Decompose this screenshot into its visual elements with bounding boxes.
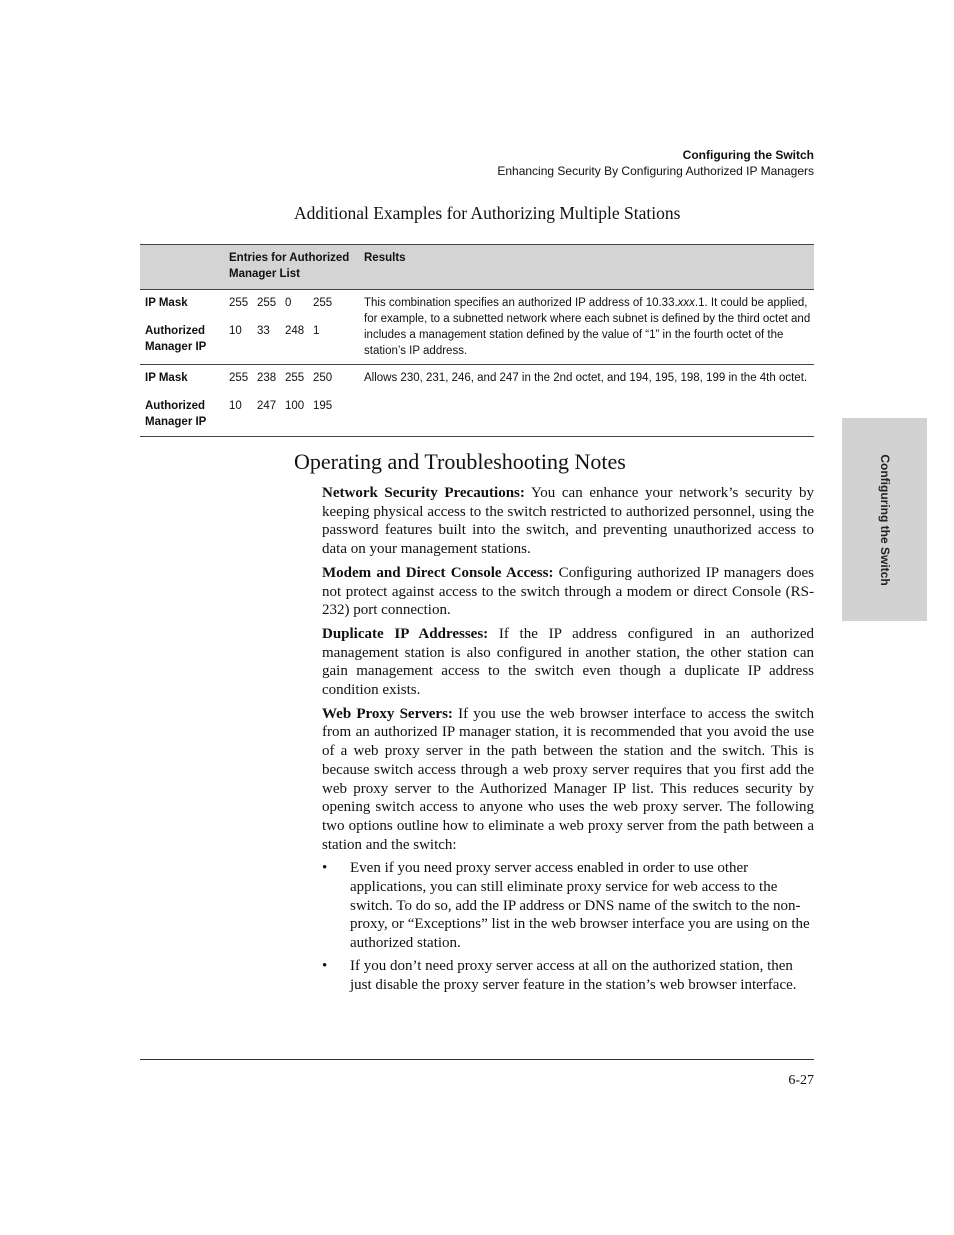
row-ip-label: Authorized Manager IP (145, 325, 207, 353)
bullet-text: If you don’t need proxy server access at all on the authorized station, then just disable the proxy server feature in the station’s web browser interface. (350, 957, 797, 993)
table-row (140, 365, 814, 437)
table-header-row (140, 244, 814, 290)
mask-octet: 0 (285, 297, 292, 309)
examples-table (140, 244, 814, 437)
note-text: If you use the web browser interface to access the switch from an authorized IP manager station, it is recommended that you avoid the use of a web proxy server in the path between the station and the switch. This is because switch access through a web proxy server requires that you first add the web proxy server to the Authorized Manager IP list. This reduces security by opening switch access to anyone who uses the web proxy server. The following two options outline how to eliminate a web proxy server from the path between a station and the switch: (322, 705, 814, 853)
row-result: Allows 230, 231, 246, and 247 in the 2nd octet, and 194, 195, 198, 199 in the 4th octet. (364, 372, 808, 384)
table-title: Additional Examples for Authorizing Multiple Stations (294, 203, 681, 223)
note-heading: Network Security Precautions: (322, 485, 525, 501)
ip-octet: 10 (229, 325, 242, 337)
mask-octet: 255 (257, 297, 277, 309)
header-results: Results (364, 252, 406, 264)
note-text: You can enhance your network’s security by keeping physical access to the switch restricted to authorized personnel, using the password features built into the switch, and preventing unauthorized access to data on your management stations. (322, 485, 815, 558)
note-paragraph (322, 484, 814, 559)
bullet-item (322, 957, 814, 994)
bullet-dot-icon: • (322, 957, 328, 974)
row-mask-label: IP Mask (145, 297, 188, 309)
result-text-pre: This combination specifies an authorized IP address of 10.33. (364, 297, 678, 309)
notes-body (322, 484, 814, 998)
header-chapter: Configuring the Switch (682, 148, 814, 162)
ip-octet: 33 (257, 325, 270, 337)
header-entries: Entries for Authorized Manager List (229, 252, 350, 280)
ip-octet: 247 (257, 400, 277, 412)
header-section: Enhancing Security By Configuring Authorized IP Managers (497, 164, 814, 178)
ip-octet: 100 (285, 400, 305, 412)
note-heading: Modem and Direct Console Access: (322, 564, 554, 581)
row-ip-label: Authorized Manager IP (145, 400, 207, 428)
note-text: If the IP address configured in an authorized management station is also configured in another station, the other station can gain management access to the switch even though a duplicate IP address condition exists. (322, 625, 815, 699)
running-header (497, 147, 814, 179)
result-text-italic: xxx (677, 297, 695, 309)
mask-octet: 255 (285, 372, 305, 384)
ip-octet: 10 (229, 400, 242, 412)
note-paragraph (322, 705, 814, 855)
mask-octet: 255 (313, 297, 333, 309)
ip-octet: 248 (285, 325, 305, 337)
bullet-dot-icon: • (322, 860, 328, 877)
note-paragraph (322, 625, 814, 700)
side-tab-label: Configuring the Switch (877, 453, 892, 586)
note-paragraph (322, 564, 814, 620)
table-row (140, 290, 814, 365)
mask-octet: 255 (229, 372, 249, 384)
bullet-item (322, 859, 814, 953)
footer-rule (140, 1059, 814, 1060)
page-number: 6-27 (788, 1073, 814, 1088)
section-title: Operating and Troubleshooting Notes (294, 449, 626, 474)
note-heading: Duplicate IP Addresses: (322, 625, 489, 642)
result-text-post: .1. It could be applied, for example, to a subnetted network where each subnet is defined by the third octet and includes a management station defined by the value of “1” in the fourth octet of the station’s IP address. (364, 297, 811, 357)
mask-octet: 250 (313, 372, 333, 384)
side-chapter-tab (842, 418, 927, 621)
ip-octet: 195 (313, 400, 333, 412)
ip-octet: 1 (313, 325, 320, 337)
note-heading: Web Proxy Servers: (322, 705, 453, 722)
mask-octet: 238 (257, 372, 277, 384)
bullet-text: Even if you need proxy server access enabled in order to use other applications, you can still eliminate proxy service for web access to the switch. To do so, add the IP address or DNS name of the switch to the non-proxy, or “Exceptions” list in the web browser interface you are using on the authorized station. (350, 860, 810, 952)
row-mask-label: IP Mask (145, 372, 188, 384)
mask-octet: 255 (229, 297, 249, 309)
row-result (364, 295, 814, 359)
note-text: Configuring authorized IP managers does not protect against access to the switch through a modem or direct Console (RS-232) port connection. (322, 564, 814, 619)
